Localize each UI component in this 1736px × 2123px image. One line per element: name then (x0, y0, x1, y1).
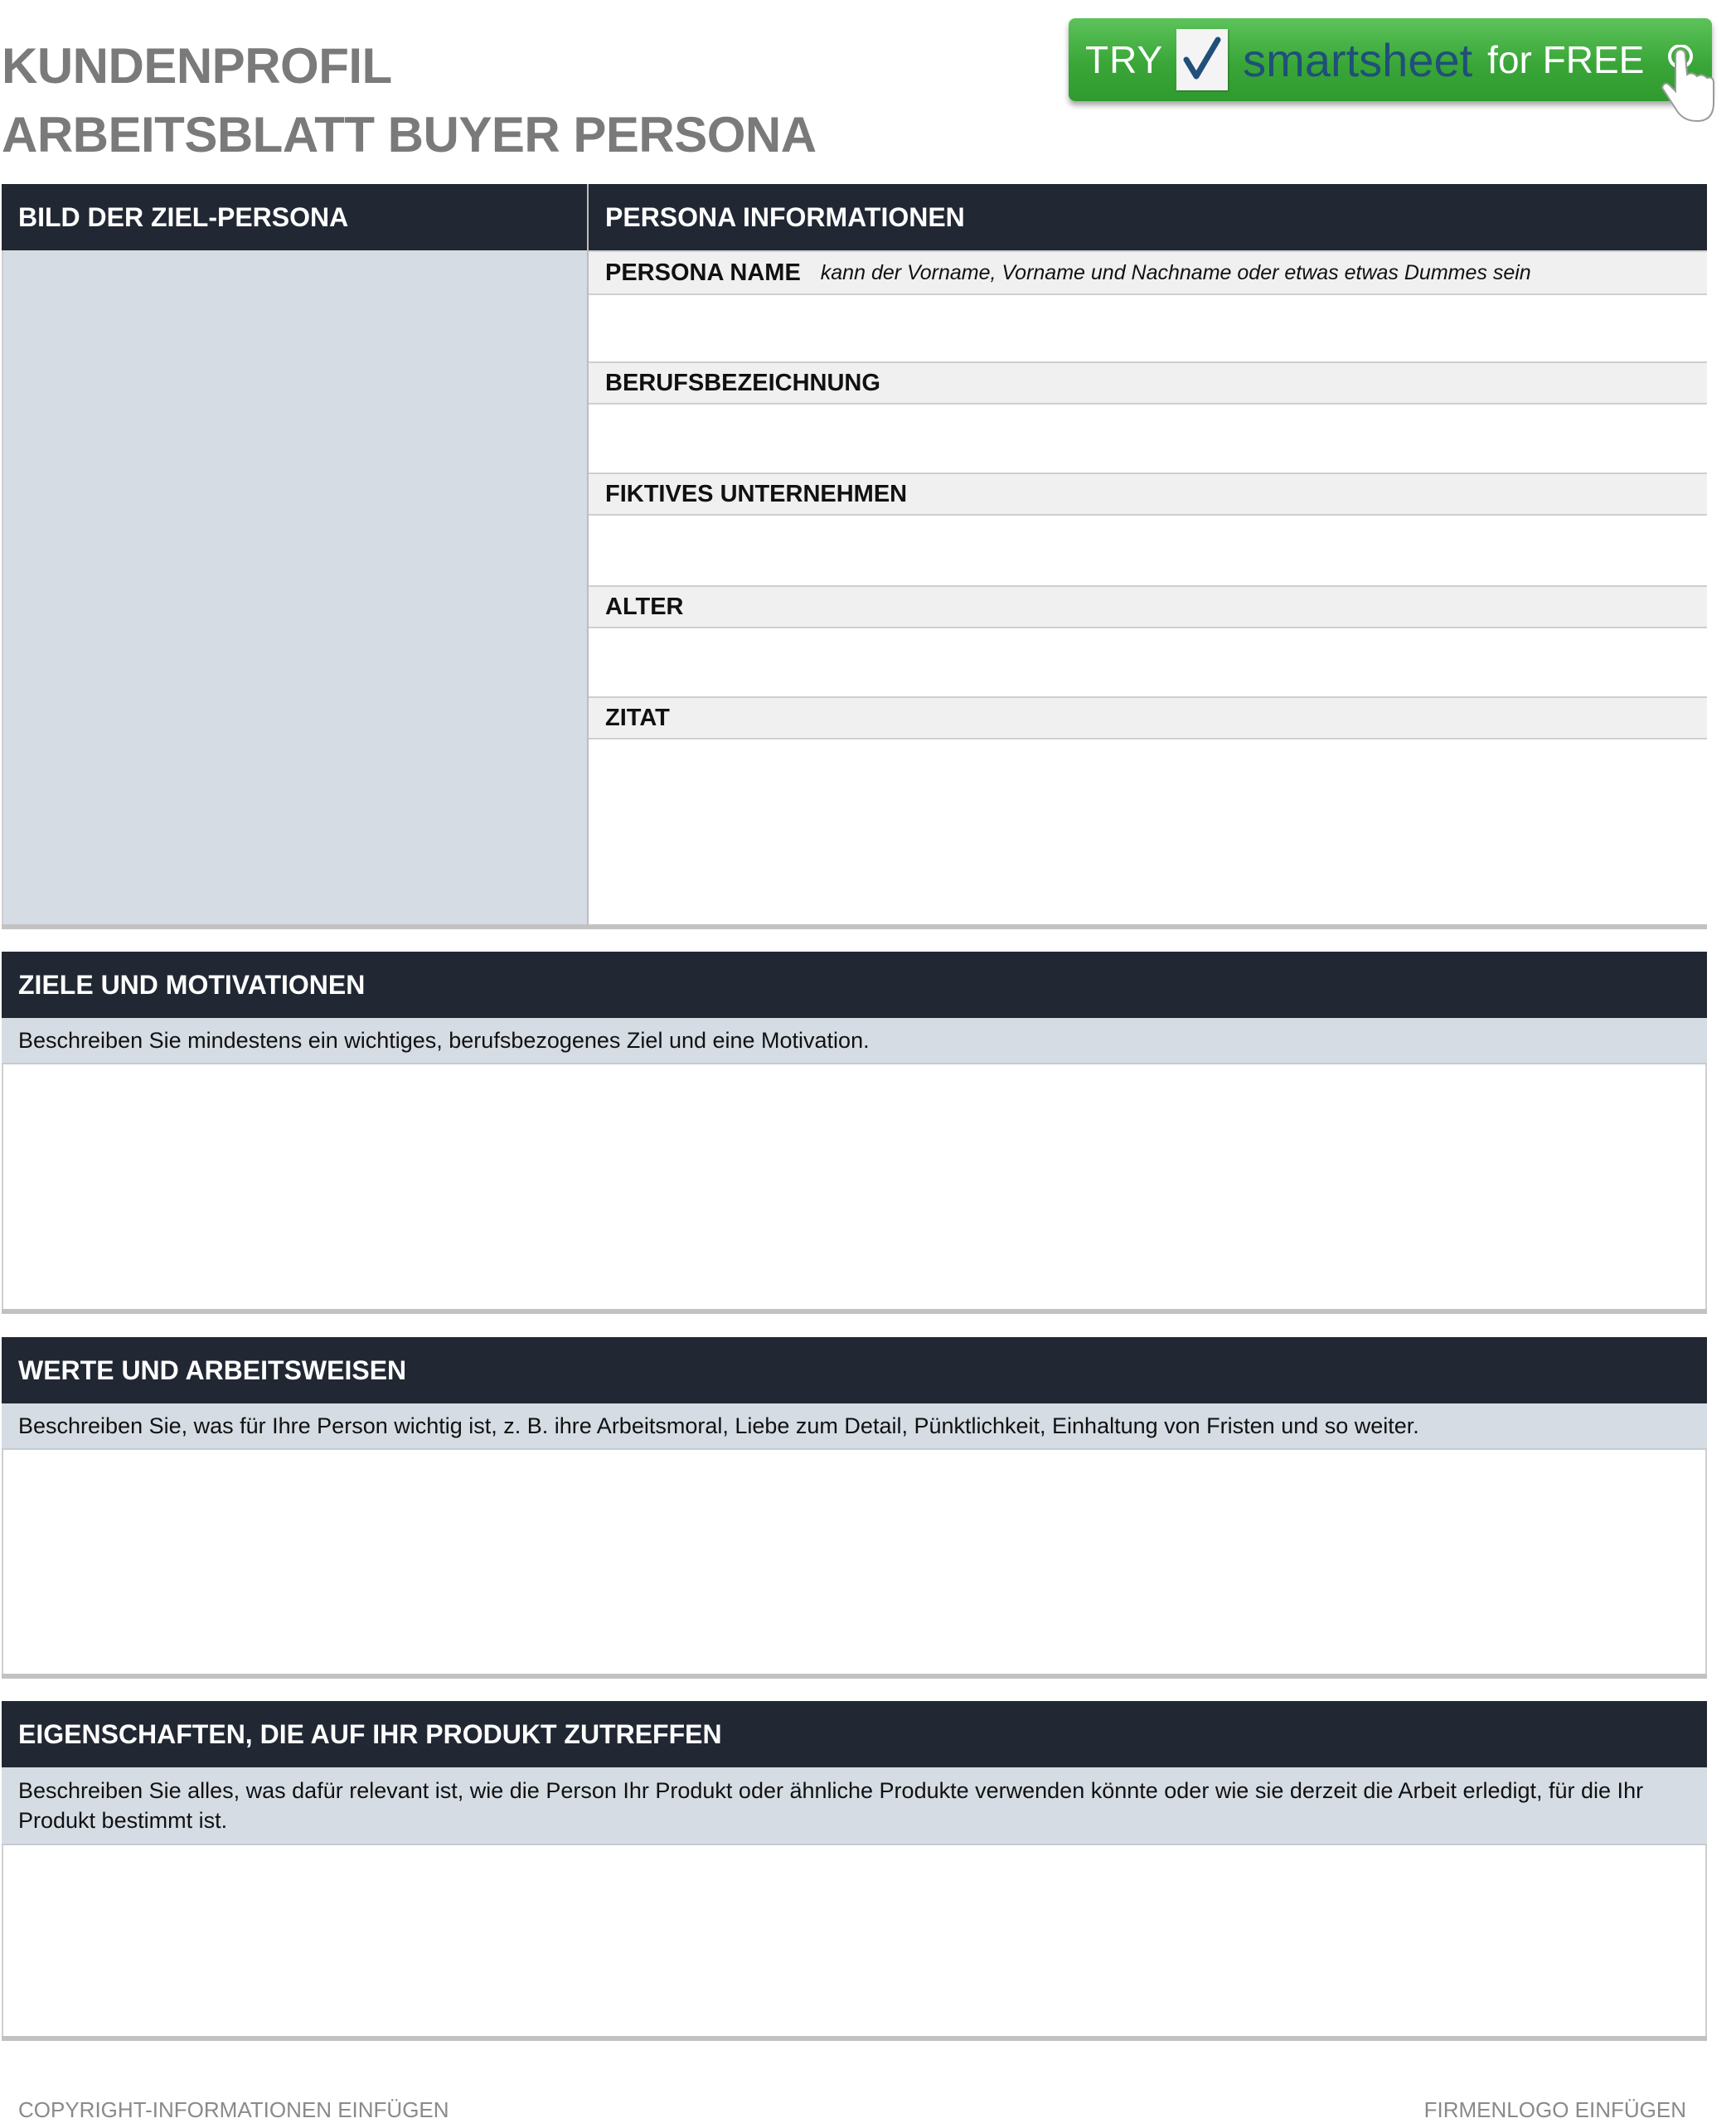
values-input-area[interactable] (2, 1450, 1707, 1674)
company-logo-placeholder: FIRMENLOGO EINFÜGEN (1423, 2097, 1686, 2122)
product-traits-header: EIGENSCHAFTEN, DIE AUF IHR PRODUKT ZUTREFFEN (2, 1701, 1707, 1767)
goals-header: ZIELE UND MOTIVATIONEN (2, 952, 1707, 1018)
persona-image-header: BILD DER ZIEL-PERSONA (2, 184, 587, 250)
company-label (589, 473, 1707, 516)
cta-try-label: TRY (1085, 38, 1164, 81)
values-rule (2, 1674, 1707, 1679)
checkmark-icon (1176, 29, 1228, 90)
product-traits-description: Beschreiben Sie alles, was dafür relevant ist, wie die Person Ihr Produkt oder ähnliche Produkte verwenden könnte oder wie sie derzeit die Arbeit erledigt, für die Ihr Produkt bestimmt ist. (2, 1767, 1707, 1845)
job-title-field[interactable] (589, 405, 1707, 473)
goals-rule (2, 1309, 1707, 1314)
cta-free-label: for FREE (1487, 38, 1645, 81)
try-smartsheet-button[interactable] (1069, 18, 1712, 101)
job-title-label (589, 361, 1707, 405)
product-traits-rule (2, 2036, 1707, 2041)
quote-label-text: ZITAT (605, 704, 670, 731)
quote-label (589, 696, 1707, 739)
age-label-text: ALTER (605, 593, 684, 620)
goals-input-area[interactable] (2, 1064, 1707, 1309)
copyright-placeholder: COPYRIGHT-INFORMATIONEN EINFÜGEN (18, 2097, 449, 2122)
company-field[interactable] (589, 516, 1707, 585)
values-header: WERTE UND ARBEITSWEISEN (2, 1337, 1707, 1403)
persona-block-rule (2, 924, 1707, 929)
quote-field[interactable] (589, 739, 1707, 924)
persona-info-header: PERSONA INFORMATIONEN (589, 184, 1707, 250)
goals-description: Beschreiben Sie mindestens ein wichtiges, berufsbezogenes Ziel und eine Motivation. (2, 1018, 1707, 1064)
product-traits-input-area[interactable] (2, 1845, 1707, 2036)
job-title-label-text: BERUFSBEZEICHNUNG (605, 369, 880, 396)
persona-name-field[interactable] (589, 295, 1707, 361)
persona-name-label-text: PERSONA NAME (605, 259, 801, 286)
page-subtitle: ARBEITSBLATT BUYER PERSONA (2, 107, 817, 162)
pointer-hand-icon (1659, 45, 1719, 128)
values-description: Beschreiben Sie, was für Ihre Person wichtig ist, z. B. ihre Arbeitsmoral, Liebe zum Detail, Pünktlichkeit, Einhaltung von Fristen und so weiter. (2, 1403, 1707, 1450)
persona-image-placeholder[interactable] (2, 250, 587, 924)
persona-name-label (589, 250, 1707, 295)
page-title: KUNDENPROFIL (2, 38, 392, 94)
persona-name-hint: kann der Vorname, Vorname und Nachname oder etwas etwas Dummes sein (820, 260, 1531, 284)
cta-brand-label: smartsheet (1243, 33, 1473, 86)
company-label-text: FIKTIVES UNTERNEHMEN (605, 480, 908, 507)
age-field[interactable] (589, 628, 1707, 696)
age-label (589, 585, 1707, 628)
